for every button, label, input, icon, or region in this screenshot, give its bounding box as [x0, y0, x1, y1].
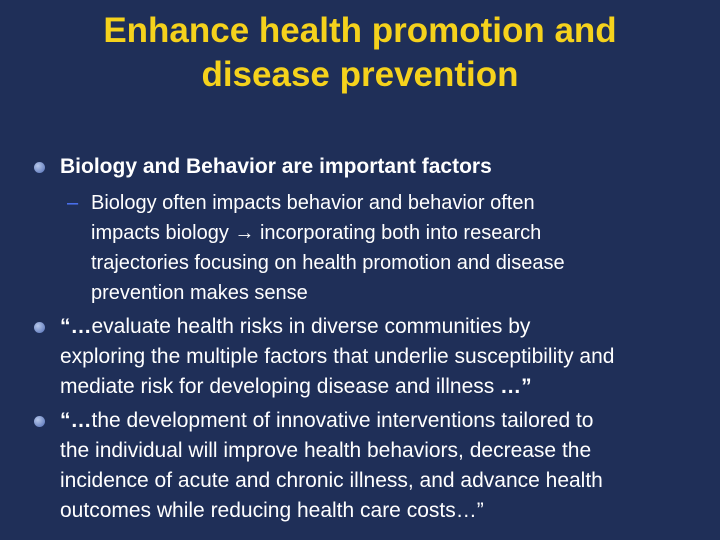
- evaluate-trail: …”: [500, 375, 532, 398]
- development-line-3: incidence of acute and chronic illness, and advance health: [60, 469, 603, 492]
- sub-line-2-text: impacts biology: [91, 222, 229, 244]
- development-line-2: the individual will improve health behaviors, decrease the: [60, 439, 592, 462]
- bullet-icon: [34, 322, 45, 333]
- evaluate-lead: “…: [60, 315, 92, 338]
- slide-content: [34, 152, 704, 530]
- sub-line-1: Biology often impacts behavior and behavior often: [91, 192, 535, 214]
- bullet-item-development: [34, 406, 704, 526]
- development-line-1: [60, 406, 704, 436]
- title-line-2: disease prevention: [201, 55, 519, 94]
- evaluate-line-1: [60, 312, 704, 342]
- dash-icon: –: [67, 192, 79, 214]
- sub-line-3: trajectories focusing on health promotion and disease: [91, 252, 565, 274]
- slide-title: [20, 9, 700, 97]
- sub-line-2: [91, 218, 693, 248]
- bullet-item-evaluate: [34, 312, 704, 402]
- arrow-right-icon: →: [234, 222, 260, 244]
- sub-line-2b-text: incorporating both into research: [259, 222, 542, 244]
- development-lead: “…: [60, 409, 92, 432]
- development-line-4: outcomes while reducing health care costs…”: [60, 499, 484, 522]
- development-line-1-text: the development of innovative interventions tailored to: [91, 409, 594, 432]
- bullet-text-biology: Biology and Behavior are important factors: [60, 155, 492, 178]
- evaluate-line-3-text: mediate risk for developing disease and illness: [60, 375, 495, 398]
- bullet-icon: [34, 416, 45, 427]
- bullet-icon: [34, 162, 45, 173]
- evaluate-line-3: [60, 372, 704, 402]
- bullet-item-biology: [34, 152, 704, 182]
- sub-line-4: prevention makes sense: [91, 282, 308, 304]
- evaluate-line-1-text: evaluate health risks in diverse communities by: [91, 315, 531, 338]
- evaluate-line-2: exploring the multiple factors that underlie susceptibility and: [60, 345, 615, 368]
- sub-bullet-biology-impacts: [67, 188, 693, 308]
- title-line-1: Enhance health promotion and: [103, 11, 617, 50]
